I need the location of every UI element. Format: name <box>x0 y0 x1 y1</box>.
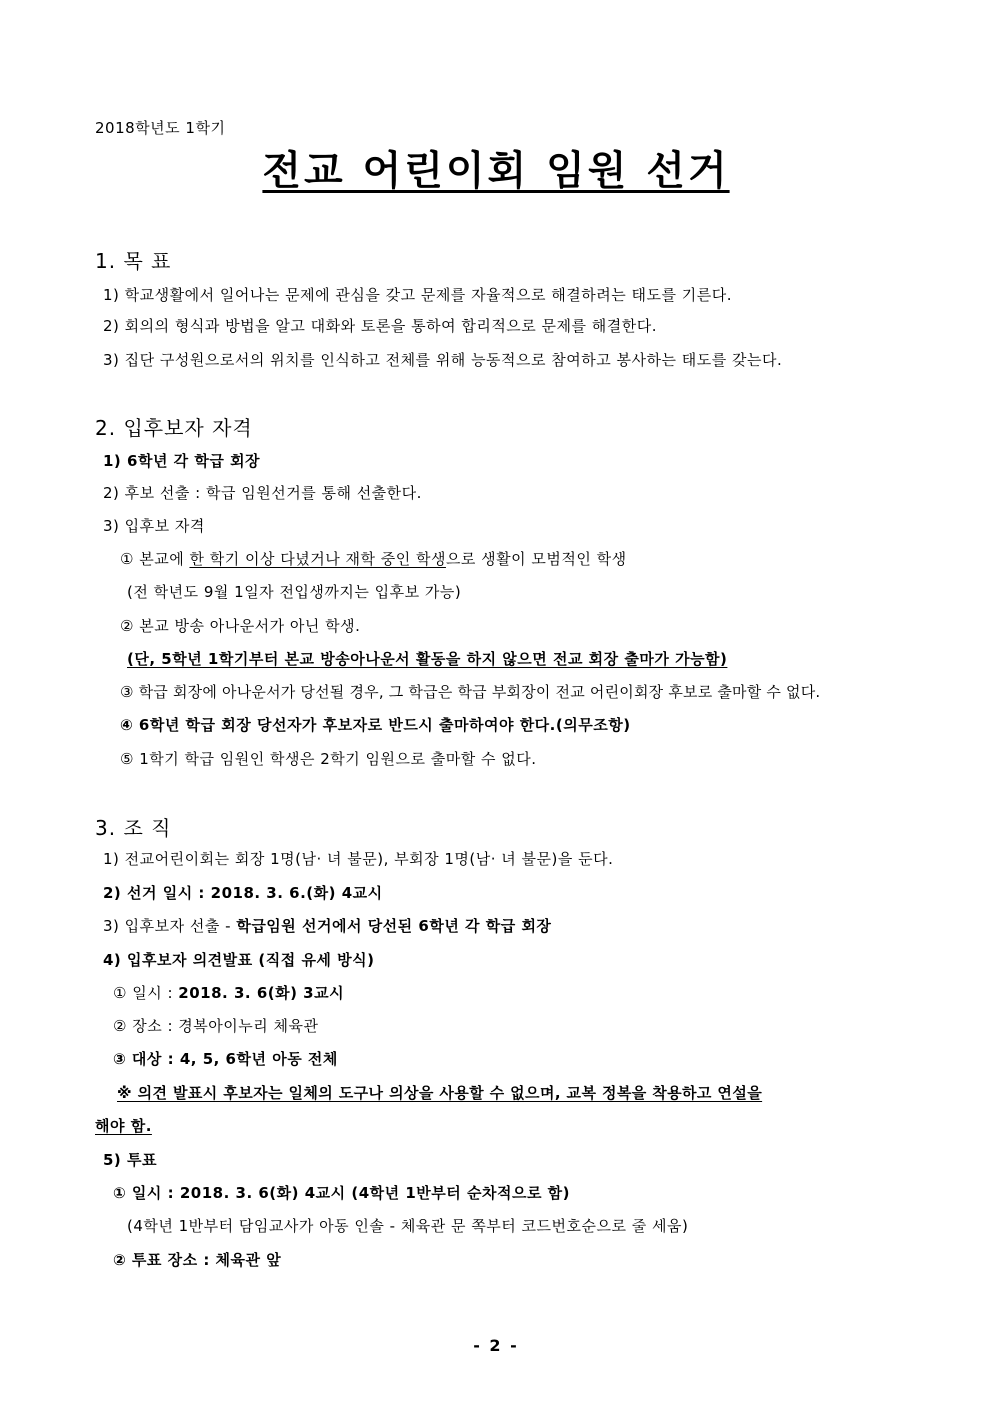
section-heading-organization: 3. 조 직 <box>95 816 172 840</box>
page-title: 전교 어린이회 임원 선거 <box>262 148 730 194</box>
eligibility-sub-1: ① 본교에 한 학기 이상 다녔거나 재학 중인 학생으로 생활이 모범적인 학생 <box>120 550 627 568</box>
vote-date: ① 일시 : 2018. 3. 6(화) 4교시 (4학년 1반부터 순차적으로 함) <box>113 1184 571 1202</box>
goal-item-2: 2) 회의의 형식과 방법을 알고 대화와 토론을 통하여 합리적으로 문제를 해결한다. <box>103 317 658 335</box>
goal-item-3: 3) 집단 구성원으로서의 위치를 인식하고 전체를 위해 능동적으로 참여하고 봉사하는 태도를 갖는다. <box>103 351 783 369</box>
speech-audience: ③ 대상 : 4, 5, 6학년 아동 전체 <box>113 1050 338 1068</box>
eligibility-sub-1-underlined: 한 학기 이상 다녔거나 재학 중인 학생 <box>189 550 446 568</box>
vote-heading: 5) 투표 <box>103 1151 157 1169</box>
org-item-2: 2) 선거 일시 : 2018. 3. 6.(화) 4교시 <box>103 884 383 902</box>
eligibility-sub-2: ② 본교 방송 아나운서가 아닌 학생. <box>120 617 361 635</box>
eligibility-sub-3: ③ 학급 회장에 아나운서가 당선될 경우, 그 학급은 학급 부회장이 전교 어린이회장 후보로 출마할 수 없다. <box>120 683 821 701</box>
eligibility-sub-2-note: (단, 5학년 1학기부터 본교 방송아나운서 활동을 하지 않으면 전교 회장 출마가 가능함) <box>127 650 728 668</box>
eligibility-item-1: 1) 6학년 각 학급 회장 <box>103 452 261 470</box>
eligibility-item-3: 3) 입후보 자격 <box>103 517 205 535</box>
eligibility-sub-1-note: (전 학년도 9월 1일자 전입생까지는 입후보 가능) <box>127 583 462 601</box>
section-heading-eligibility: 2. 입후보자 자격 <box>95 416 253 440</box>
vote-date-note: (4학년 1반부터 담임교사가 아동 인솔 - 체육관 문 쪽부터 코드번호순으로 줄 세움) <box>127 1217 689 1235</box>
section-heading-goals: 1. 목 표 <box>95 249 172 273</box>
speech-date: ① 일시 : 2018. 3. 6(화) 3교시 <box>113 984 345 1002</box>
goal-item-1: 1) 학교생활에서 일어나는 문제에 관심을 갖고 문제를 자율적으로 해결하려는 태도를 기른다. <box>103 286 732 304</box>
org-item-3: 3) 입후보자 선출 - 학급임원 선거에서 당선된 6학년 각 학급 회장 <box>103 917 552 935</box>
eligibility-sub-4: ④ 6학년 학급 회장 당선자가 후보자로 반드시 출마하여야 한다.(의무조항) <box>120 716 631 734</box>
org-item-1: 1) 전교어린이회는 회장 1명(남· 녀 불문), 부회장 1명(남· 녀 불문)을 둔다. <box>103 850 614 868</box>
vote-place: ② 투표 장소 : 체육관 앞 <box>113 1251 282 1269</box>
speech-notice-line-2: 해야 함. <box>95 1117 152 1135</box>
term-label: 2018학년도 1학기 <box>95 119 226 137</box>
speech-place: ② 장소 : 경복아이누리 체육관 <box>113 1017 319 1035</box>
page-number: - 2 - <box>473 1336 519 1355</box>
org-item-4: 4) 입후보자 의견발표 (직접 유세 방식) <box>103 951 375 969</box>
speech-notice-line-1: ※ 의견 발표시 후보자는 일체의 도구나 의상을 사용할 수 없으며, 교복 정복을 착용하고 연설을 <box>117 1084 763 1102</box>
eligibility-item-2: 2) 후보 선출 : 학급 임원선거를 통해 선출한다. <box>103 484 422 502</box>
eligibility-sub-5: ⑤ 1학기 학급 임원인 학생은 2학기 임원으로 출마할 수 없다. <box>120 750 537 768</box>
